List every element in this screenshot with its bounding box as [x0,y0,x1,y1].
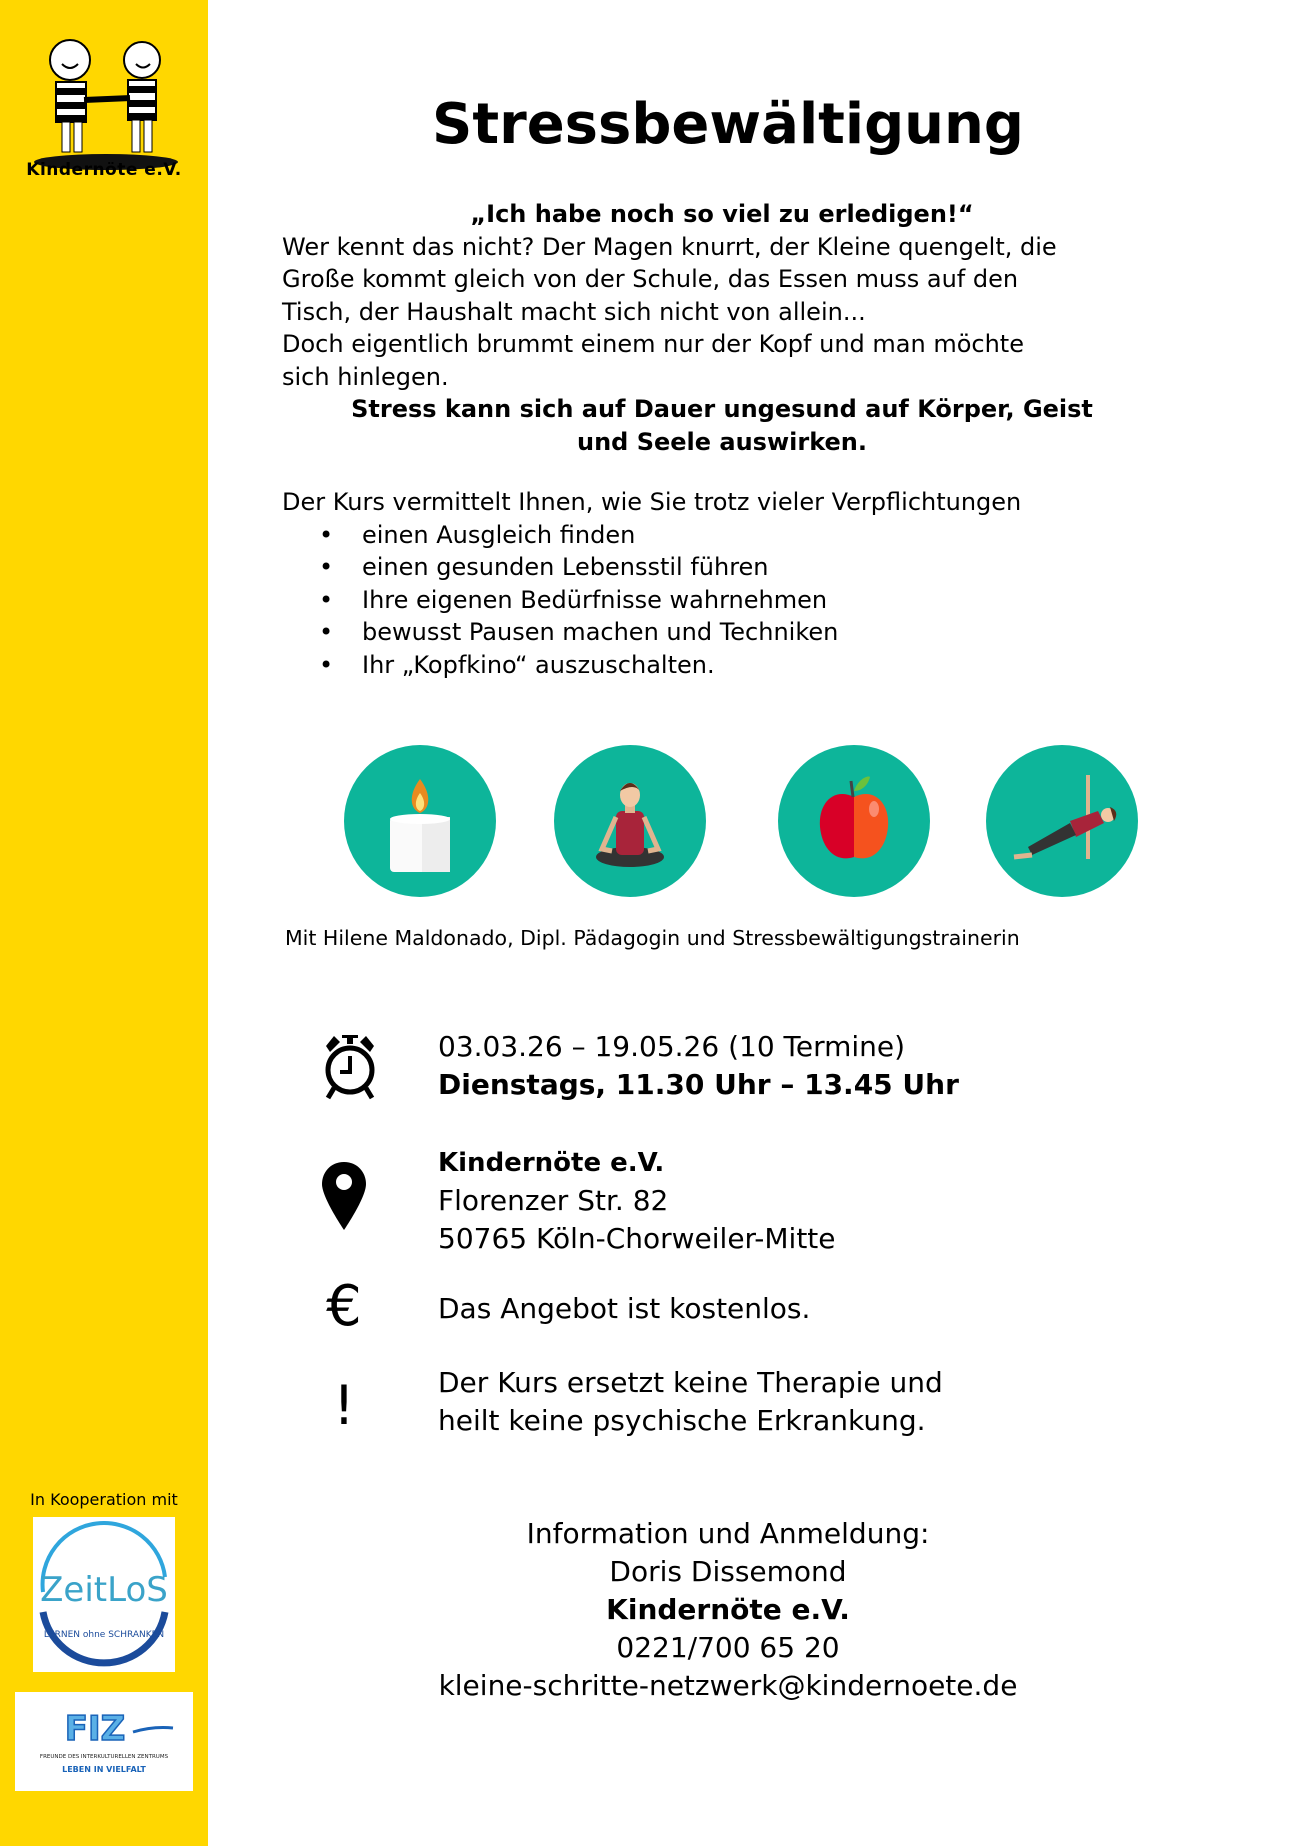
location-text [438,1144,836,1258]
logo-name: Kindernöte e.V. [26,160,182,180]
cost-row [208,1276,1108,1346]
exclamation-icon: ! [333,1374,355,1437]
course-intro: Der Kurs vermittelt Ihnen, wie Sie trotz vieler Verpflichtungen [282,488,1022,516]
schedule-text [438,1028,959,1104]
contact-block [208,1515,1248,1705]
sidebar [0,0,208,1846]
candle-icon [344,745,496,897]
children-holding-hands-icon [20,20,192,170]
zeitlos-logo [33,1517,175,1672]
quote: „Ich habe noch so viel zu erledigen!“ [470,200,974,228]
paragraph-line: Große kommt gleich von der Schule, das Essen muss auf den [282,265,1019,293]
paragraph-line: Tisch, der Haushalt macht sich nicht von allein... [282,297,866,326]
cost-text: Das Angebot ist kostenlos. [438,1292,811,1325]
flyer-content [208,0,1309,1846]
contact-phone[interactable]: 0221/700 65 20 [616,1631,840,1664]
contact-org: Kindernöte e.V. [606,1593,850,1626]
intro-text [282,198,1162,458]
trainer-info: Mit Hilene Maldonado, Dipl. Pädagogin und Stressbewältigungstrainerin [285,926,1020,950]
disclaimer-line: heilt keine psychische Erkrankung. [438,1404,926,1437]
emphasis-line: und Seele auswirken. [576,427,867,456]
map-pin-icon [320,1160,368,1236]
zeitlos-tagline: LERNEN ohne SCHRANKEN [43,1630,165,1640]
plank-exercise-icon [986,745,1138,897]
page-title: Stressbewältigung [431,92,1025,157]
alarm-clock-icon [320,1032,368,1106]
schedule-row [208,1028,1108,1108]
location-row [208,1144,1108,1264]
euro-icon: € [326,1274,362,1339]
location-street: Florenzer Str. 82 [438,1184,669,1217]
contact-heading: Information und Anmeldung: [526,1517,930,1550]
goal-item: • einen Ausgleich finden [362,519,1182,552]
paragraph-line: sich hinlegen. [282,362,449,391]
goal-item: • Ihr „Kopfkino“ auszuschalten. [362,649,1182,682]
zeitlos-name: ZeitLoS [40,1570,168,1610]
paragraph-line: Wer kennt das nicht? Der Magen knurrt, der Kleine quengelt, die [282,232,1057,261]
location-org: Kindernöte e.V. [438,1148,665,1178]
illustration-row [208,745,1309,905]
fiz-logo [15,1692,193,1791]
course-goals [282,486,1182,681]
location-city: 50765 Köln-Chorweiler-Mitte [438,1222,836,1255]
course-time: Dienstags, 11.30 Uhr – 13.45 Uhr [438,1068,959,1101]
goal-item: • bewusst Pausen machen und Techniken [362,616,1182,649]
apple-icon [778,745,930,897]
disclaimer-text [438,1364,943,1440]
goal-item: • einen gesunden Lebensstil führen [362,551,1182,584]
disclaimer-row [208,1364,1108,1444]
fiz-subtitle: FREUNDE DES INTERKULTURELLEN ZENTRUMS [39,1754,169,1760]
contact-email[interactable]: kleine-schritte-netzwerk@kindernoete.de [438,1669,1018,1702]
cooperation-label: In Kooperation mit [30,1490,178,1509]
disclaimer-line: Der Kurs ersetzt keine Therapie und [438,1366,943,1399]
goal-list [282,519,1182,682]
meditation-icon [554,745,706,897]
course-dates: 03.03.26 – 19.05.26 (10 Termine) [438,1030,906,1063]
emphasis-line: Stress kann sich auf Dauer ungesund auf Körper, Geist [351,395,1093,423]
fiz-tagline: LEBEN IN VIELFALT [62,1765,146,1774]
fiz-name: FIZ [64,1709,126,1749]
goal-item: • Ihre eigenen Bedürfnisse wahrnehmen [362,584,1182,617]
contact-person: Doris Dissemond [609,1555,847,1588]
paragraph-line: Doch eigentlich brummt einem nur der Kopf und man möchte [282,330,1024,358]
